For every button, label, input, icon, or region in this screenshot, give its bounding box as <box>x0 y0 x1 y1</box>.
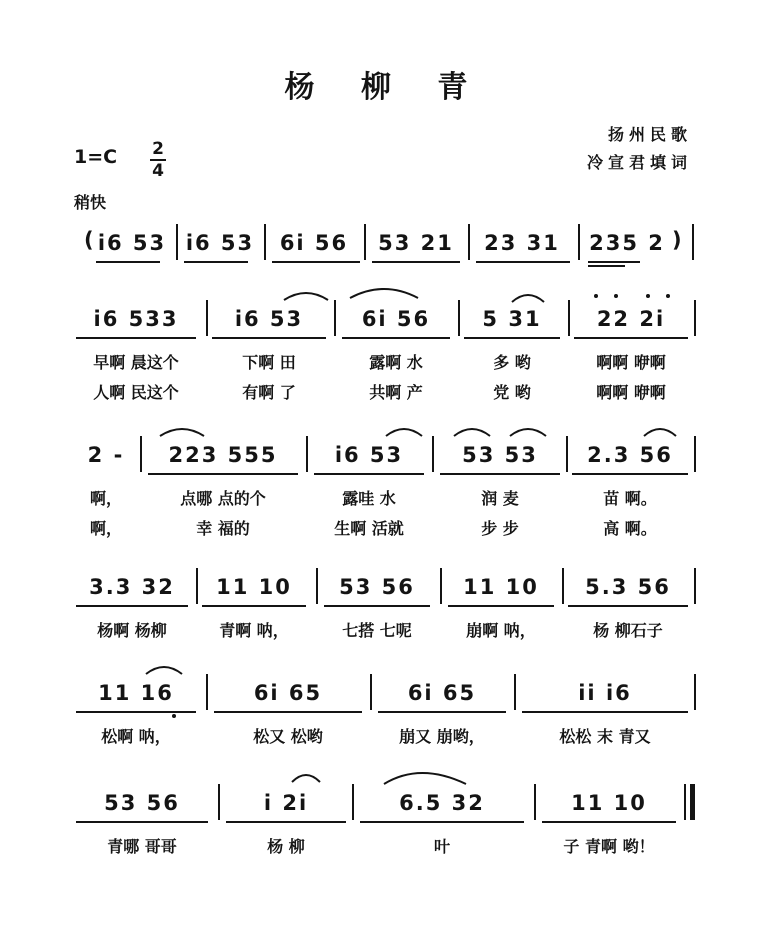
accent-dot <box>646 294 650 298</box>
slur <box>284 293 328 300</box>
intro-measure-6: 235 2 <box>589 231 665 255</box>
lyric: 子 青啊 哟！ <box>563 837 655 856</box>
accent-dot <box>614 294 618 298</box>
lyric: 多 哟 <box>493 353 531 372</box>
intro-measure-1: i6 53 <box>97 231 167 255</box>
lyric: 点哪 点的个 <box>180 489 266 508</box>
lyric: 有啊 了 <box>242 383 296 402</box>
meter-bottom: 4 <box>152 161 164 181</box>
lyric: 生啊 活就 <box>334 519 404 538</box>
lyric: 露哇 水 <box>342 489 396 508</box>
slur <box>350 289 418 298</box>
lyric: 啊， <box>89 489 122 508</box>
lyric: 崩又 崩哟， <box>399 727 485 746</box>
lyric: 崩啊 呐， <box>466 621 536 640</box>
song-title: 杨 柳 青 <box>284 70 486 105</box>
slur <box>512 295 544 302</box>
s4-measure-2: 6i 65 <box>253 681 323 705</box>
s2-measure-2: 223 555 <box>168 443 278 467</box>
tempo-marking: 稍快 <box>74 193 107 212</box>
lyric: 啊啊 咿啊 <box>596 353 666 372</box>
source-credit: 扬州民歌 <box>607 125 692 144</box>
lyric: 杨 柳 <box>267 837 305 856</box>
s4-measure-1: 11 16 <box>98 681 174 705</box>
s2-measure-3: i6 53 <box>334 443 404 467</box>
lyric: 高 啊。 <box>603 519 657 538</box>
lyric: 杨啊 杨柳 <box>97 621 167 640</box>
slur <box>510 429 546 436</box>
lyric: 啊， <box>89 519 122 538</box>
slur <box>644 429 676 436</box>
accent-dot <box>666 294 670 298</box>
accent-dot <box>594 294 598 298</box>
s1-measure-4: 5 31 <box>482 307 542 331</box>
lyric: 松啊 呐， <box>101 727 171 746</box>
lyric: 人啊 民这个 <box>93 383 179 402</box>
intro-close-paren: ) <box>672 228 682 252</box>
intro-measure-2: i6 53 <box>185 231 255 255</box>
key-signature: 1=C <box>74 146 118 168</box>
slur <box>292 775 320 782</box>
lyric: 下啊 田 <box>242 353 296 372</box>
s1-measure-1: i6 533 <box>93 307 179 331</box>
s3-measure-4: 11 10 <box>463 575 539 599</box>
lyric: 叶 <box>433 837 450 856</box>
lyric: 杨 柳石子 <box>593 621 663 640</box>
s5-measure-2: i 2i <box>263 791 309 815</box>
octave-dot <box>172 714 176 718</box>
lyric: 七搭 七呢 <box>342 621 412 640</box>
lyric: 苗 啊。 <box>603 489 657 508</box>
lyric: 党 哟 <box>493 383 531 402</box>
lyric: 早啊 晨这个 <box>93 353 179 372</box>
s5-measure-1: 53 56 <box>104 791 180 815</box>
intro-measure-3: 6i 56 <box>279 231 349 255</box>
slur <box>160 429 204 436</box>
lyric: 青哪 哥哥 <box>107 837 177 856</box>
intro-measure-4: 53 21 <box>378 231 454 255</box>
slur <box>146 667 182 674</box>
s1-measure-3: 6i 56 <box>361 307 431 331</box>
intro-measure-5: 23 31 <box>484 231 560 255</box>
lyric: 啊啊 咿啊 <box>596 383 666 402</box>
s2-measure-1: 2 - <box>87 443 125 467</box>
slur <box>454 429 490 436</box>
s4-measure-4: ii i6 <box>578 681 632 705</box>
intro-open-paren: ( <box>84 228 94 252</box>
slur <box>386 429 422 436</box>
s1-measure-5: 22 2i <box>596 307 666 331</box>
lyric: 松松 末 青又 <box>559 727 651 746</box>
lyric: 步 步 <box>481 519 519 538</box>
s2-measure-5: 2.3 56 <box>587 443 673 467</box>
meter-top: 2 <box>152 139 164 159</box>
lyric: 共啊 产 <box>369 383 423 402</box>
slur <box>384 773 466 784</box>
s5-measure-3: 6.5 32 <box>399 791 485 815</box>
lyric: 露啊 水 <box>369 353 423 372</box>
s4-measure-3: 6i 65 <box>407 681 477 705</box>
lyric: 幸 福的 <box>196 519 250 538</box>
s2-measure-4: 53 53 <box>462 443 538 467</box>
s3-measure-2: 11 10 <box>216 575 292 599</box>
lyricist-credit: 冷宣君填词 <box>586 153 692 172</box>
s1-measure-2: i6 53 <box>234 307 304 331</box>
lyric: 润 麦 <box>481 489 519 508</box>
lyric: 松又 松哟 <box>253 727 323 746</box>
lyric: 青啊 呐， <box>219 621 289 640</box>
s3-measure-1: 3.3 32 <box>89 575 175 599</box>
s5-measure-4: 11 10 <box>571 791 647 815</box>
s3-measure-3: 53 56 <box>339 575 415 599</box>
s3-measure-5: 5.3 56 <box>585 575 671 599</box>
